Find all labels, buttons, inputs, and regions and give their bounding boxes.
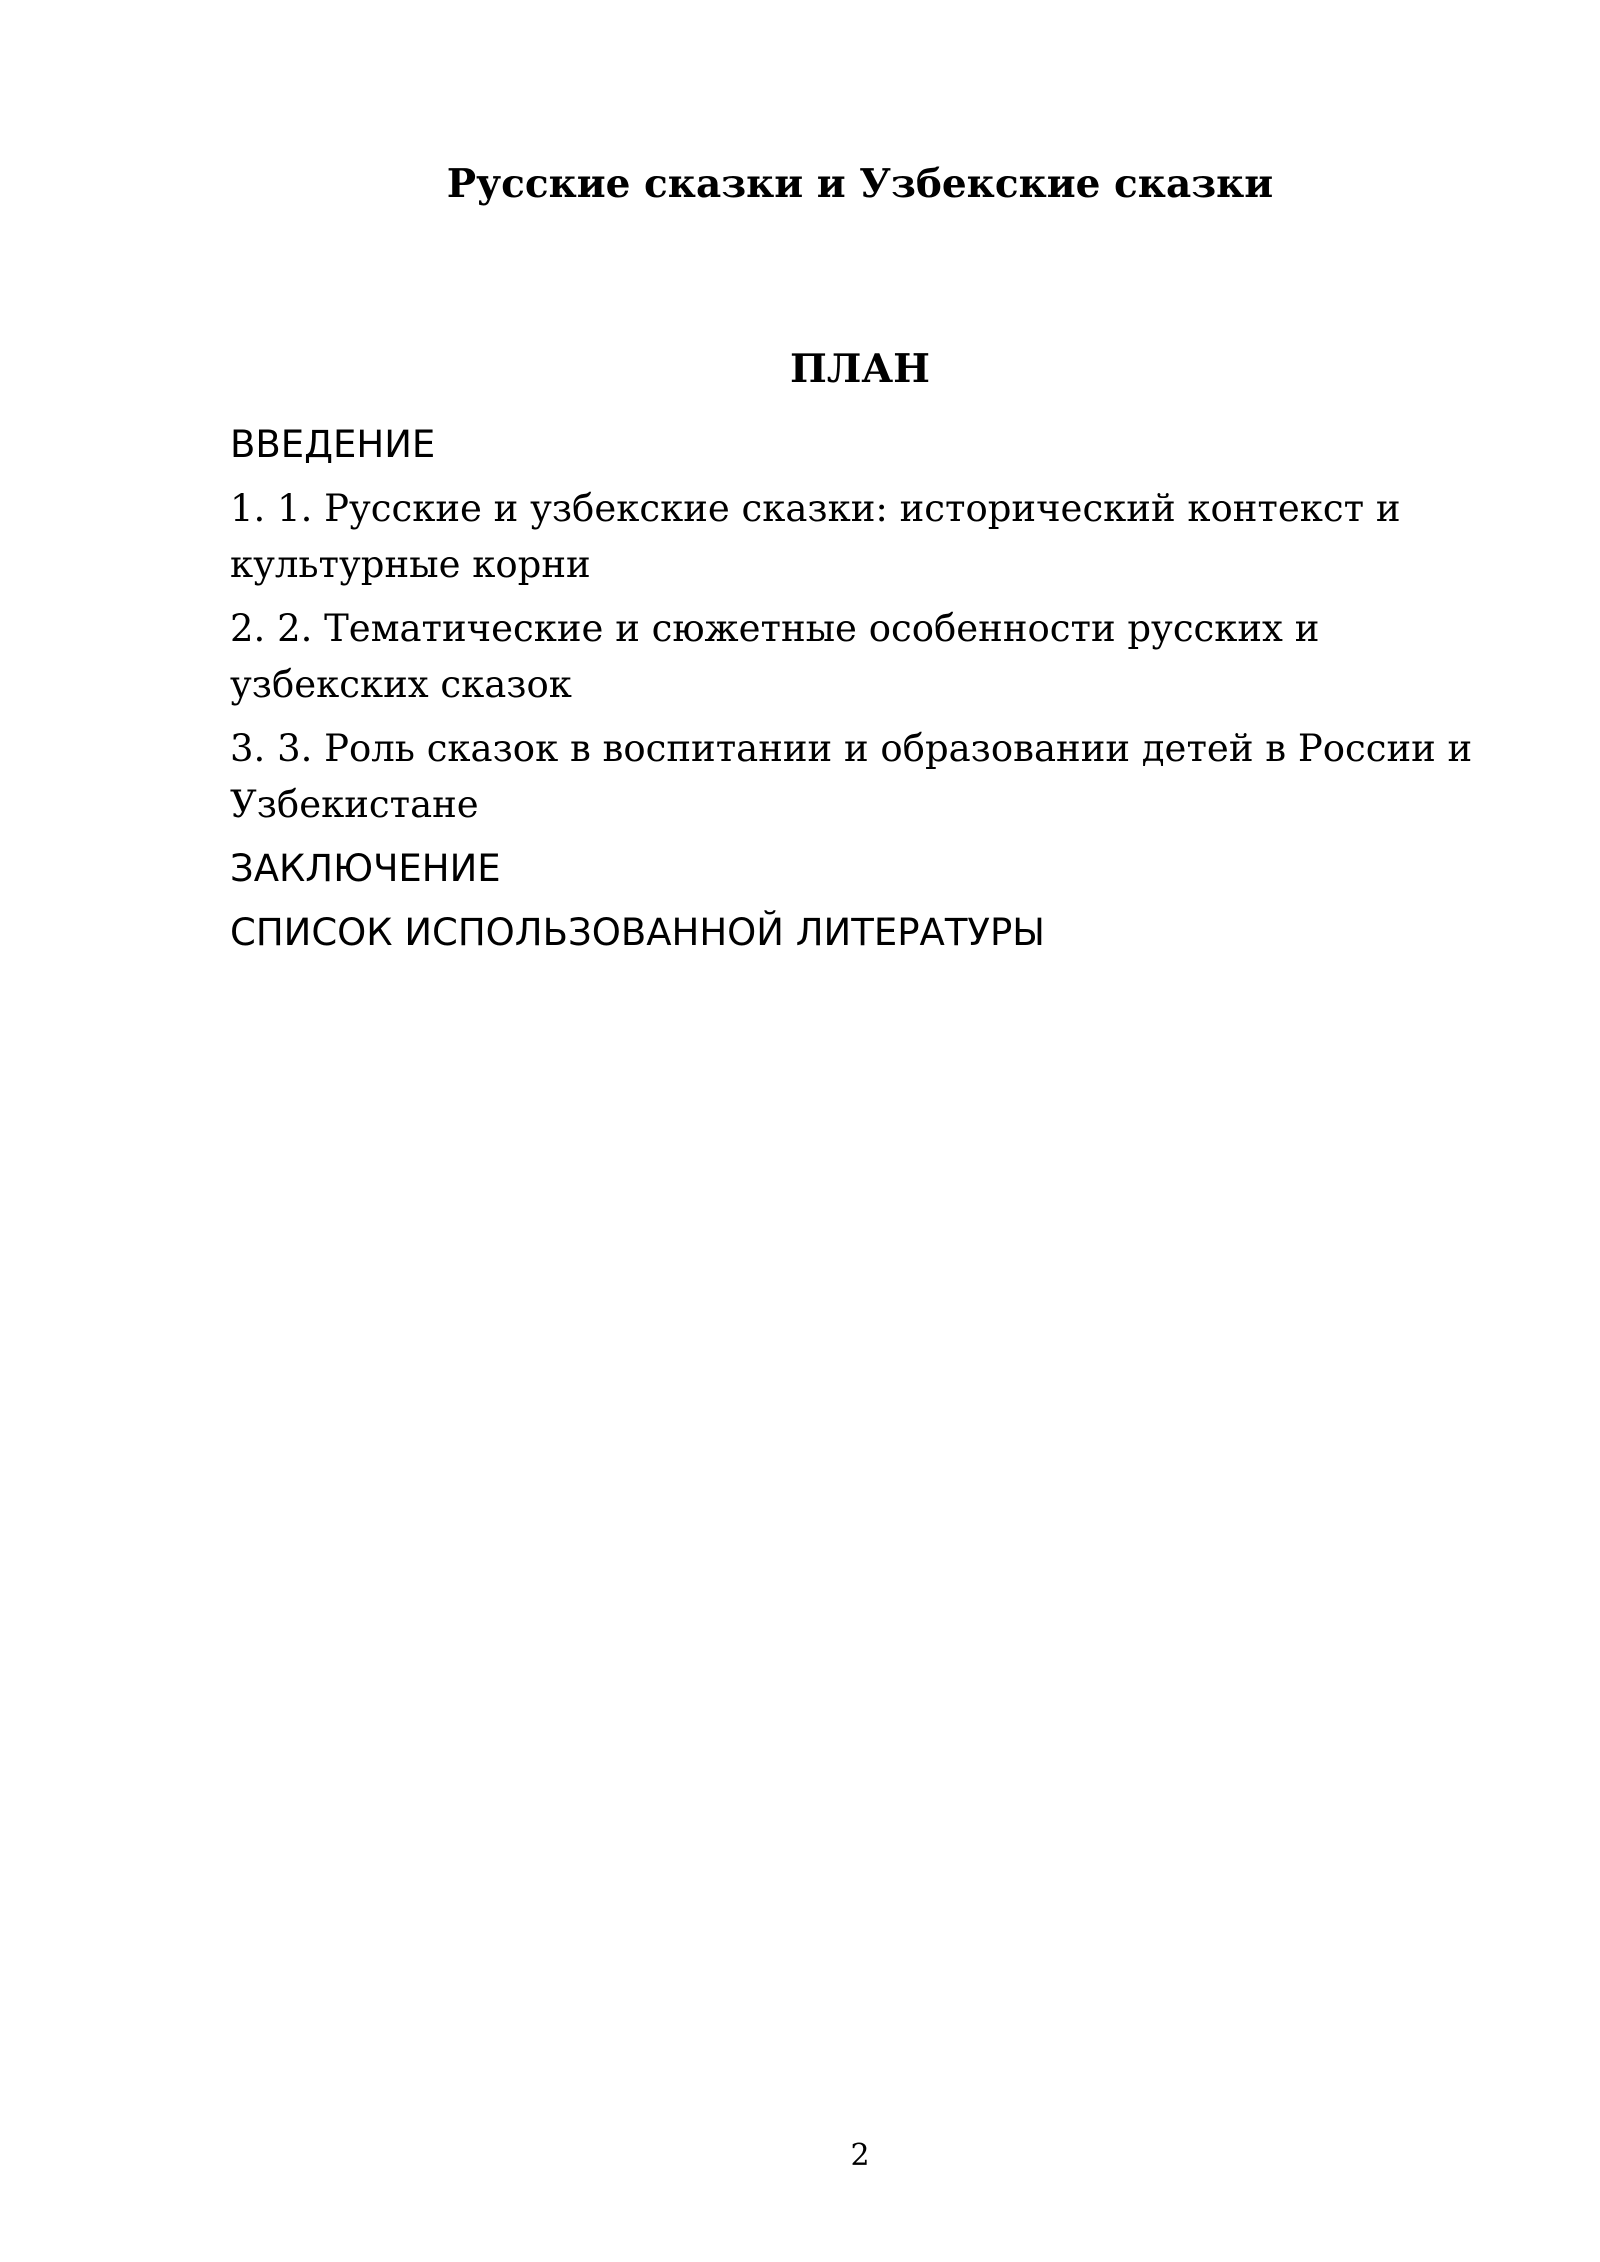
toc-item-chapter-2: 2. 2. Тематические и сюжетные особенности русских и узбекских сказок (230, 607, 1320, 706)
document-title: Русские сказки и Узбекские сказки (446, 161, 1274, 207)
toc-item-chapter-3: 3. 3. Роль сказок в воспитании и образовании детей в России и Узбекистане (230, 727, 1473, 826)
table-of-contents (230, 417, 1492, 969)
plan-heading: ПЛАН (790, 346, 930, 392)
toc-item-references: СПИСОК ИСПОЛЬЗОВАННОЙ ЛИТЕРАТУРЫ (230, 911, 1045, 954)
toc-item-conclusion: ЗАКЛЮЧЕНИЕ (230, 847, 501, 890)
page-number: 2 (850, 2138, 870, 2173)
toc-item-introduction: ВВЕДЕНИЕ (230, 423, 436, 466)
toc-item-chapter-1: 1. 1. Русские и узбекские сказки: исторический контекст и культурные корни (230, 487, 1401, 586)
